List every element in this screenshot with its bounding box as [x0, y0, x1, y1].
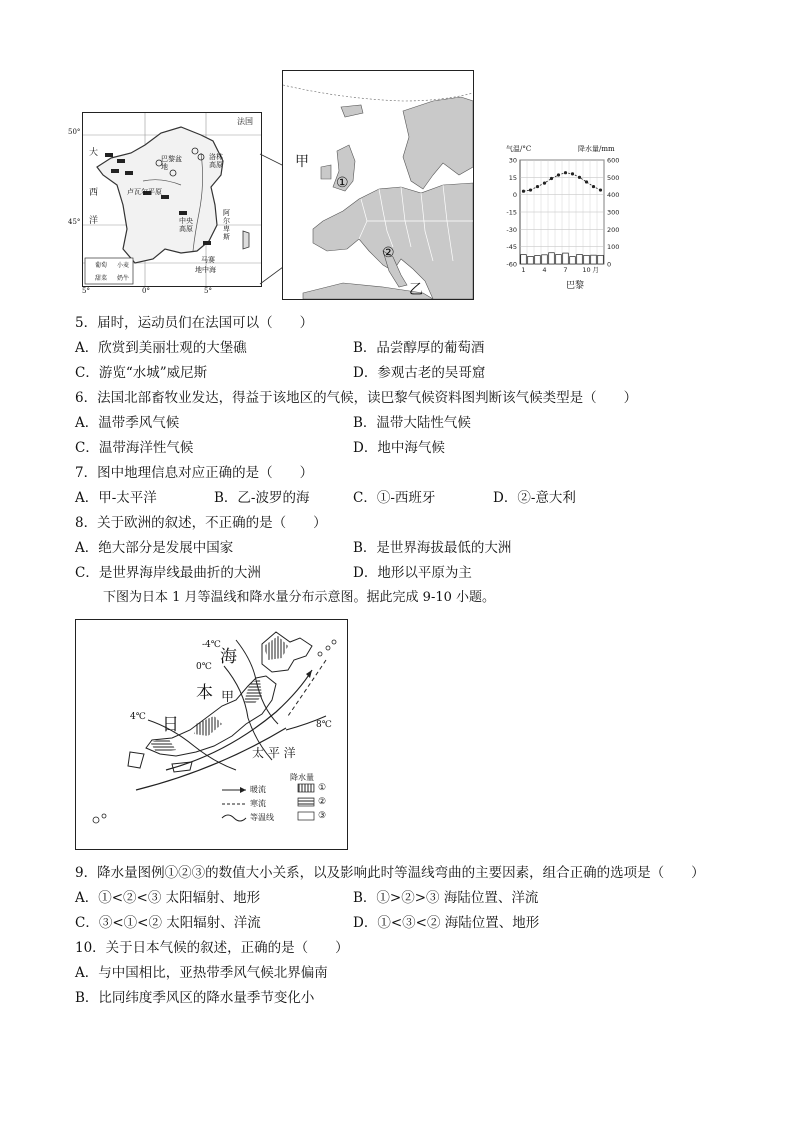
central-label: 中央高原	[179, 217, 193, 233]
precip-tick-label: 300	[607, 208, 620, 217]
paris-basin-label: 巴黎盆地	[161, 155, 182, 171]
temperature-point	[578, 176, 581, 179]
lon-label-0: 0°	[142, 287, 150, 295]
q6-option-b[interactable]: B．温带大陆性气候	[353, 415, 471, 431]
japan-map	[75, 619, 348, 850]
precip-axis-label: 降水量/mm	[578, 145, 615, 153]
legend-item-cow: 奶牛	[117, 275, 130, 282]
isotherm-4-label: 4℃	[130, 712, 146, 722]
month-unit-label: 月	[592, 266, 599, 274]
precip-bar	[535, 256, 541, 264]
precip-bar	[598, 255, 604, 264]
label-yi: 乙	[409, 282, 423, 298]
precip-tick-label: 100	[607, 243, 620, 252]
q5-option-c[interactable]: C．游览“水城”威尼斯	[75, 365, 208, 381]
atlantic-label-2: 西	[89, 188, 99, 198]
month-tick-label: 1	[521, 266, 526, 274]
legend-precip-2: ②	[318, 797, 327, 807]
q8-option-a[interactable]: A．绝大部分是发展中国家	[75, 540, 234, 556]
precip-bar	[577, 254, 583, 264]
isotherm-minus4-label: -4℃	[202, 640, 221, 650]
temperature-point	[571, 172, 574, 175]
q9-option-b[interactable]: B．①>②>③ 海陆位置、洋流	[353, 890, 539, 906]
precip-bar	[584, 255, 590, 264]
climate-chart	[498, 144, 638, 294]
legend-item-grape: 葡萄	[95, 262, 108, 269]
q5-option-d[interactable]: D．参观古老的吴哥窟	[353, 365, 486, 381]
legend-precip-3: ③	[318, 811, 327, 821]
temperature-point	[543, 182, 546, 185]
temp-tick-label: 30	[508, 156, 517, 165]
precip-tick-label: 200	[607, 225, 620, 234]
temp-axis-label: 气温/°C	[506, 145, 532, 153]
precip-tick-label: 0	[607, 260, 612, 269]
precip-tick-label: 400	[607, 191, 620, 200]
legend-precip-1: ①	[318, 783, 327, 793]
ri-label: 日	[162, 715, 179, 735]
temp-tick-label: -60	[506, 260, 517, 269]
temperature-point	[564, 171, 567, 174]
temperature-point	[522, 190, 525, 193]
q9-option-c[interactable]: C．③<①<② 太阳辐射、洋流	[75, 915, 261, 931]
lorraine-label: 洛林高原	[209, 153, 223, 169]
lat-label-50: 50°	[68, 128, 81, 136]
marker-2: ②	[382, 245, 395, 261]
temp-tick-label: 0	[512, 191, 517, 200]
lon-label-e5: 5°	[204, 287, 212, 295]
legend-cold-current: 寒流	[250, 799, 266, 808]
legend-warm-current: 暖流	[250, 785, 266, 794]
temperature-point	[599, 188, 602, 191]
temp-tick-label: -30	[506, 225, 517, 234]
city-label: 巴黎	[566, 281, 585, 291]
q6-option-a[interactable]: A．温带季风气候	[75, 415, 180, 431]
pacific-label: 太 平 洋	[252, 746, 296, 760]
q8-option-b[interactable]: B．是世界海拔最低的大洲	[353, 540, 512, 556]
temperature-point	[585, 180, 588, 183]
q9-stem: 9．降水量图例①②③的数值大小关系，以及影响此时等温线弯曲的主要因素，组合正确的选项是（ ）	[75, 865, 705, 881]
jia-label: 甲	[221, 690, 235, 705]
europe-map-drawing	[283, 71, 473, 299]
q10-option-b[interactable]: B．比同纬度季风区的降水量季节变化小	[75, 990, 315, 1006]
loire-label: 卢瓦尔平原	[127, 188, 162, 196]
legend-precip-title: 降水量	[290, 773, 314, 782]
ben-label: 本	[196, 683, 213, 703]
q5-option-a[interactable]: A．欣赏到美丽壮观的大堡礁	[75, 340, 247, 356]
climate-plot	[498, 152, 638, 280]
temperature-point	[592, 185, 595, 188]
atlantic-label-3: 洋	[89, 216, 99, 226]
precip-bar	[528, 256, 534, 264]
q7-option-d[interactable]: D．②-意大利	[493, 490, 576, 506]
precip-bar	[542, 255, 548, 264]
month-tick-label: 10	[582, 266, 591, 274]
legend-item-wheat: 小麦	[117, 262, 130, 269]
section-intro: 下图为日本 1 月等温线和降水量分布示意图。据此完成 9-10 小题。	[103, 590, 496, 605]
q7-option-a[interactable]: A．甲-太平洋	[75, 490, 157, 506]
q6-option-d[interactable]: D．地中海气候	[353, 440, 445, 456]
temp-tick-label: -45	[506, 243, 517, 252]
marker-1: ①	[336, 175, 349, 191]
japan-map-drawing	[76, 620, 347, 849]
q7-stem: 7．图中地理信息对应正确的是（ ）	[75, 465, 314, 481]
corner-label: 法国	[237, 117, 253, 126]
q5-option-b[interactable]: B．品尝醇厚的葡萄酒	[353, 340, 485, 356]
q5-stem: 5．届时，运动员们在法国可以（ ）	[75, 315, 314, 331]
precip-bar	[549, 253, 555, 264]
precip-bar	[591, 255, 597, 264]
legend-isotherm: 等温线	[250, 813, 274, 822]
q7-option-c[interactable]: C．①-西班牙	[353, 490, 436, 506]
q9-option-d[interactable]: D．①<③<② 海陆位置、地形	[353, 915, 540, 931]
q10-option-a[interactable]: A．与中国相比，亚热带季风气候北界偏南	[75, 965, 328, 981]
label-jia: 甲	[295, 154, 309, 170]
mediterranean-label: 地中海	[195, 266, 216, 274]
precip-bar	[563, 253, 569, 264]
month-tick-label: 7	[563, 266, 568, 274]
q6-stem: 6．法国北部畜牧业发达，得益于该地区的气候，读巴黎气候资料图判断该气候类型是（ ）	[75, 390, 638, 406]
temperature-point	[529, 188, 532, 191]
q8-option-d[interactable]: D．地形以平原为主	[353, 565, 472, 581]
atlantic-label-1: 大	[89, 148, 99, 158]
precip-tick-label: 500	[607, 173, 620, 182]
precip-bar	[570, 257, 576, 264]
marseille-label: 马赛	[201, 256, 215, 264]
temperature-point	[557, 173, 560, 176]
q8-option-c[interactable]: C．是世界海岸线最曲折的大洲	[75, 565, 261, 581]
lon-label-w5: 5°	[82, 287, 90, 295]
alps-label: 阿尔卑斯	[223, 209, 230, 241]
europe-map	[282, 70, 474, 300]
sea-label: 海	[220, 647, 237, 667]
temp-tick-label: -15	[506, 208, 517, 217]
precip-tick-label: 600	[607, 156, 620, 165]
temperature-point	[536, 185, 539, 188]
temperature-point	[550, 177, 553, 180]
lat-label-45: 45°	[68, 218, 81, 226]
isotherm-8-label: 8℃	[316, 720, 332, 730]
q8-stem: 8．关于欧洲的叙述，不正确的是（ ）	[75, 515, 327, 531]
q7-option-b[interactable]: B．乙-波罗的海	[214, 490, 310, 506]
q10-stem: 10．关于日本气候的叙述，正确的是（ ）	[75, 940, 349, 956]
q6-option-c[interactable]: C．温带海洋性气候	[75, 440, 194, 456]
month-tick-label: 4	[542, 266, 547, 274]
precip-bar	[556, 254, 562, 264]
legend-item-beet: 甜菜	[95, 275, 108, 282]
precip-bar	[521, 255, 527, 264]
isotherm-0-label: 0℃	[196, 662, 212, 672]
q9-option-a[interactable]: A．①<②<③ 太阳辐射、地形	[75, 890, 261, 906]
temp-tick-label: 15	[508, 173, 517, 182]
